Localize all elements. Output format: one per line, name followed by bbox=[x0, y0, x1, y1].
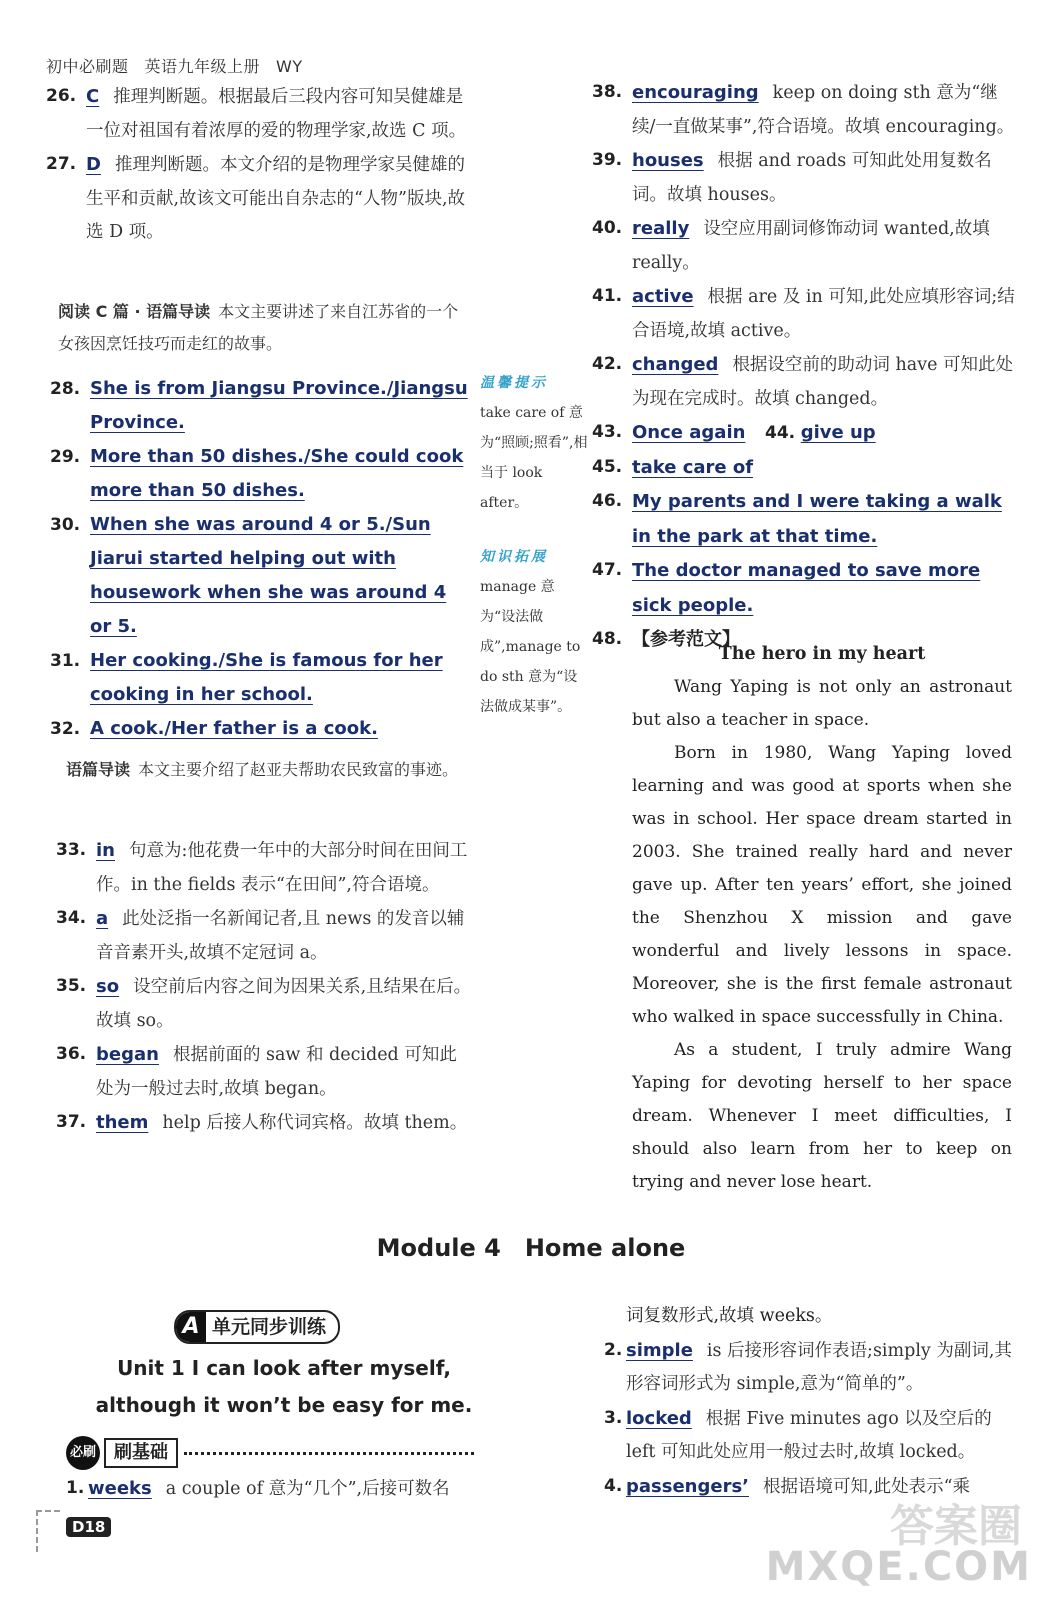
model-essay bbox=[632, 638, 1012, 1199]
answer-item-42 bbox=[592, 348, 1016, 416]
answer-item-27 bbox=[46, 148, 474, 250]
item-answer: active bbox=[632, 286, 694, 307]
item-explanation: help 后接人称代词宾格。故填 them。 bbox=[162, 1113, 468, 1133]
item-number: 47. bbox=[592, 560, 623, 580]
model-essay-label: 【参考范文】 bbox=[632, 629, 740, 650]
answer-text: More than 50 dishes./She could cook more than 50 dishes. bbox=[90, 446, 464, 501]
answer-item-26 bbox=[46, 80, 474, 148]
item-answer: houses bbox=[632, 150, 704, 171]
item-answer: Once again bbox=[632, 422, 746, 443]
item-number: 30. bbox=[50, 515, 81, 535]
item-number: 1. bbox=[66, 1478, 85, 1498]
basic-label: 刷基础 bbox=[104, 1438, 178, 1468]
item-number: 29. bbox=[50, 447, 81, 467]
item-answer bbox=[90, 378, 468, 433]
left-column-middle bbox=[50, 372, 470, 746]
item-explanation: 根据前面的 saw 和 decided 可知此处为一般过去时,故填 began。 bbox=[96, 1045, 457, 1099]
tip-warm bbox=[480, 368, 588, 518]
item-number: 37. bbox=[56, 1112, 87, 1132]
item-answer bbox=[90, 650, 443, 705]
answer-item-41 bbox=[592, 280, 1016, 348]
essay-paragraph-1: Wang Yaping is not only an astronaut but also a teacher in space. bbox=[632, 677, 1012, 730]
item-answer: C bbox=[86, 86, 100, 107]
section-badge bbox=[174, 1310, 340, 1344]
item-answer: them bbox=[96, 1112, 149, 1133]
item-number: 48. bbox=[592, 629, 623, 649]
essay-paragraph-3: As a student, I truly admire Wang Yaping for devoting herself to her space dream. Whenever I meet difficulties, I should also learn from her to keep on trying and never lose heart. bbox=[632, 1040, 1012, 1192]
answer-text: When she was around 4 or 5./Sun Jiarui started helping out with housework when she was around 4 or 5. bbox=[90, 514, 447, 637]
item-answer: D bbox=[86, 154, 101, 175]
item-explanation: 根据设空前的助动词 have 可知此处为现在完成时。故填 changed。 bbox=[632, 355, 1014, 409]
answer-item-28 bbox=[50, 372, 470, 440]
brush-icon: 必刷 bbox=[66, 1436, 100, 1470]
item-answer: give up bbox=[800, 422, 876, 443]
item-number: 36. bbox=[56, 1044, 87, 1064]
answer-item-33 bbox=[56, 834, 474, 902]
item-number: 3. bbox=[604, 1407, 623, 1428]
item-answer bbox=[632, 491, 1002, 547]
answer-item-30 bbox=[50, 508, 470, 644]
basic-practice-header bbox=[66, 1436, 474, 1470]
badge-text: 单元同步训练 bbox=[212, 1316, 327, 1338]
module-number: Module 4 bbox=[376, 1234, 501, 1262]
answer-item-32 bbox=[50, 712, 470, 746]
item-answer: weeks bbox=[88, 1478, 152, 1499]
tip-label: 知识拓展 bbox=[480, 549, 548, 565]
item-number: 41. bbox=[592, 286, 623, 306]
item-number: 42. bbox=[592, 354, 623, 374]
item-number: 33. bbox=[56, 840, 87, 860]
bottom-left-answers bbox=[66, 1472, 480, 1507]
item-explanation: 设空前后内容之间为因果关系,且结果在后。故填 so。 bbox=[96, 977, 472, 1031]
left-column-top bbox=[46, 80, 474, 250]
answer-item-47 bbox=[592, 554, 1016, 623]
item-answer bbox=[632, 560, 980, 616]
item-answer: take care of bbox=[632, 456, 754, 478]
item-explanation: 根据 and roads 可知此处用复数名词。故填 houses。 bbox=[632, 151, 992, 205]
item-answer: began bbox=[96, 1044, 159, 1065]
right-column bbox=[592, 76, 1016, 658]
answer-text: She is from Jiangsu Province./Jiangsu Province. bbox=[90, 378, 468, 433]
tip-text: manage 意为“设法做成”,manage to do sth 意为“设法做成某事”。 bbox=[480, 579, 581, 715]
item-answer bbox=[90, 514, 446, 637]
module-title bbox=[0, 1234, 1062, 1262]
item-number: 2. bbox=[604, 1339, 623, 1360]
badge-letter: A bbox=[176, 1312, 206, 1342]
answer-text: My parents and I were taking a walk in the park at that time. bbox=[632, 491, 1002, 547]
unit-title-line-1: Unit 1 I can look after myself, bbox=[117, 1356, 451, 1380]
watermark-text: MXQE.COM bbox=[765, 1544, 1032, 1590]
item-explanation: 此处泛指一名新闻记者,且 news 的发音以辅音音素开头,故填不定冠词 a。 bbox=[96, 909, 465, 963]
item-answer: really bbox=[632, 218, 690, 239]
item-number: 4. bbox=[604, 1475, 623, 1496]
book-title: 初中必刷题 bbox=[46, 57, 129, 76]
item-number: 26. bbox=[46, 86, 77, 106]
bottom-right-answers bbox=[604, 1300, 1018, 1504]
item-explanation: 推理判断题。根据最后三段内容可知吴健雄是一位对祖国有着浓厚的爱的物理学家,故选 C 项。 bbox=[86, 87, 467, 141]
item-explanation: is 后接形容词作表语;simply 为副词,其形容词形式为 simple,意为“简单的”。 bbox=[626, 1340, 1012, 1394]
answer-text: A cook./Her father is a cook. bbox=[90, 718, 378, 739]
answer-item-46 bbox=[592, 485, 1016, 554]
essay-title: The hero in my heart bbox=[718, 644, 926, 664]
item-number: 44. bbox=[765, 423, 796, 443]
item-number: 46. bbox=[592, 491, 623, 511]
answer-item-45 bbox=[592, 451, 1016, 486]
tip-text: take care of 意为“照顾;照看”,相当于 look after。 bbox=[480, 405, 588, 511]
item-explanation: 句意为:他花费一年中的大部分时间在田间工作。in the fields 表示“在田间”,符合语境。 bbox=[96, 841, 468, 895]
guide-text: 本文主要介绍了赵亚夫帮助农民致富的事迹。 bbox=[138, 760, 459, 779]
answer-item-36 bbox=[56, 1038, 474, 1106]
tip-label: 温馨提示 bbox=[480, 375, 548, 391]
unit-title bbox=[84, 1350, 484, 1424]
item-number: 34. bbox=[56, 908, 87, 928]
page-number: D18 bbox=[66, 1517, 111, 1537]
item-explanation: 根据语境可知,此处表示“乘 bbox=[763, 1476, 971, 1497]
item-number: 39. bbox=[592, 150, 623, 170]
guide-label: 阅读 C 篇 · 语篇导读 bbox=[58, 302, 211, 321]
left-column-bottom bbox=[56, 834, 474, 1141]
item-answer: passengers’ bbox=[626, 1475, 750, 1497]
answer-item-39 bbox=[592, 144, 1016, 212]
answer-item-3 bbox=[604, 1402, 1018, 1470]
item-explanation: 根据 Five minutes ago 以及空后的 left 可知此处应用一般过去时,故填 locked。 bbox=[626, 1408, 992, 1462]
item-number: 31. bbox=[50, 651, 81, 671]
watermark-logo: 答案圈 bbox=[890, 1501, 1022, 1552]
item-number: 40. bbox=[592, 218, 623, 238]
answer-item-40 bbox=[592, 212, 1016, 280]
passage-guide bbox=[66, 754, 474, 786]
tip-knowledge bbox=[480, 542, 588, 722]
item-answer: in bbox=[96, 840, 115, 861]
page-corner-mark bbox=[36, 1510, 60, 1552]
item-explanation: keep on doing sth 意为“继续/一直做某事”,符合语境。故填 encouraging。 bbox=[632, 83, 1015, 137]
answer-item-1 bbox=[66, 1472, 480, 1507]
guide-label: 语篇导读 bbox=[66, 760, 131, 779]
answer-item-29 bbox=[50, 440, 470, 508]
edition-tag: WY bbox=[276, 57, 303, 76]
answer-item-43-44 bbox=[592, 416, 1016, 451]
item-number: 38. bbox=[592, 82, 623, 102]
answer-item-37 bbox=[56, 1106, 474, 1141]
answer-item-34 bbox=[56, 902, 474, 970]
item-number: 27. bbox=[46, 154, 77, 174]
module-name: Home alone bbox=[524, 1234, 686, 1262]
answer-text: Her cooking./She is famous for her cooking in her school. bbox=[90, 650, 443, 705]
item-answer bbox=[90, 718, 378, 739]
item-answer bbox=[90, 446, 463, 501]
page-header bbox=[46, 54, 319, 77]
answer-item-31 bbox=[50, 644, 470, 712]
guide-text: 本文主要讲述了来自江苏省的一个女孩因烹饪技巧而走红的故事。 bbox=[58, 302, 459, 353]
item-number: 43. bbox=[592, 422, 623, 442]
item-explanation: 设空应用副词修饰动词 wanted,故填 really。 bbox=[632, 219, 990, 273]
item-answer: a bbox=[96, 908, 109, 929]
item-answer: encouraging bbox=[632, 82, 759, 103]
answer-item-2 bbox=[604, 1334, 1018, 1402]
item-number: 28. bbox=[50, 379, 81, 399]
item-answer: changed bbox=[632, 354, 719, 375]
reading-c-guide bbox=[58, 296, 468, 360]
answer-text: The doctor managed to save more sick people. bbox=[632, 560, 981, 616]
answer-item-35 bbox=[56, 970, 474, 1038]
item-number: 32. bbox=[50, 719, 81, 739]
sync-training-badge bbox=[174, 1310, 340, 1344]
answer-item-38 bbox=[592, 76, 1016, 144]
unit-title-line-2: although it won’t be easy for me. bbox=[95, 1393, 473, 1417]
item-number: 45. bbox=[592, 456, 623, 477]
item-answer: so bbox=[96, 976, 120, 997]
item-number: 35. bbox=[56, 976, 87, 996]
item-explanation: 根据 are 及 in 可知,此处应填形容词;结合语境,故填 active。 bbox=[632, 287, 1015, 341]
dotted-divider bbox=[184, 1452, 474, 1455]
item-answer: simple bbox=[626, 1339, 693, 1361]
essay-paragraph-2: Born in 1980, Wang Yaping loved learning and was good at sports when she was in school. Her space dream started in 2003. She trained really hard and never gave up. After ten years’ effort, she joined the Shenzhou X mission and gave wonderful and lively lessons in space. Moreover, she is the first female astronaut who walked in space successfully in China. bbox=[632, 743, 1012, 1027]
item-explanation: a couple of 意为“几个”,后接可数名 bbox=[165, 1479, 450, 1499]
subject-title: 英语九年级上册 bbox=[144, 57, 261, 76]
item-explanation: 推理判断题。本文介绍的是物理学家吴健雄的生平和贡献,故该文可能出自杂志的“人物”版块,故选 D 项。 bbox=[86, 155, 466, 242]
item-answer: locked bbox=[626, 1407, 692, 1429]
continued-text: 词复数形式,故填 weeks。 bbox=[626, 1306, 833, 1326]
